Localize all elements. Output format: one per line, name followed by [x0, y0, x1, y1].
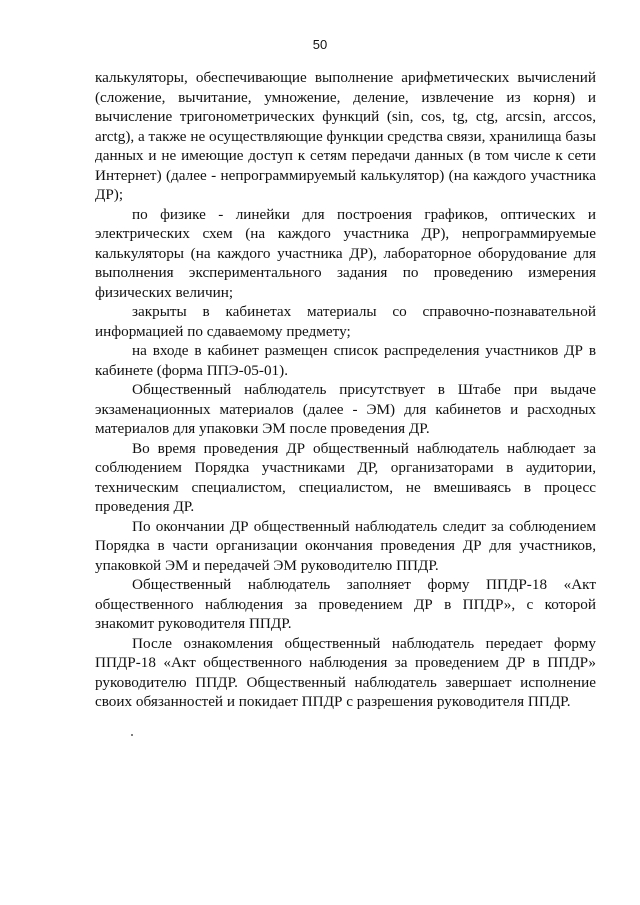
- paragraph-observer-after-exam: По окончании ДР общественный наблюдатель следит за соблюдением Порядка в части организации окончания проведения ДР для участников, упаковкой ЭМ и передачей ЭМ руководителю ППДР.: [95, 517, 596, 574]
- document-body: [95, 68, 596, 712]
- scan-speck: [131, 734, 133, 736]
- paragraph-physics-equipment: по физике - линейки для построения графиков, оптических и электрических схем (на каждого участника ДР), непрограммируемые калькуляторы (на каждого участника ДР), лабораторное оборудование для выполнения экспериментального задания по проведению измерения физических величин;: [95, 205, 596, 301]
- page-number: 50: [312, 37, 328, 52]
- paragraph-calculators: калькуляторы, обеспечивающие выполнение арифметических вычислений (сложение, вычитание, умножение, деление, извлечение из корня) и вычисление тригонометрических функций (sin, cos, tg, ctg, arcsin, arccos, arctg), а также не осуществляющие функции средства связи, хранилища базы данных и не имеющие доступ к сетям передачи данных (в том числе к сети Интернет) (далее - непрограммируемый калькулятор) (на каждого участника ДР);: [95, 69, 596, 203]
- paragraph-participant-list: на входе в кабинет размещен список распределения участников ДР в кабинете (форма ППЭ-05-01).: [95, 342, 596, 379]
- paragraph-observer-completion: После ознакомления общественный наблюдатель передает форму ППДР-18 «Акт общественного наблюдения за проведением ДР в ППДР» руководителю ППДР. Общественный наблюдатель завершает исполнение своих обязанностей и покидает ППДР с разрешения руководителя ППДР.: [95, 634, 596, 710]
- paragraph-observer-headquarters: Общественный наблюдатель присутствует в Штабе при выдаче экзаменационных материалов (далее - ЭМ) для кабинетов и расходных материалов для упаковки ЭМ после проведения ДР.: [95, 381, 596, 437]
- paragraph-observer-form: Общественный наблюдатель заполняет форму ППДР-18 «Акт общественного наблюдения за проведением ДР в ППДР», с которой знакомит руководителя ППДР.: [95, 576, 596, 632]
- paragraph-reference-materials: закрыты в кабинетах материалы со справочно-познавательной информацией по сдаваемому предмету;: [95, 303, 596, 340]
- paragraph-observer-during-exam: Во время проведения ДР общественный наблюдатель наблюдает за соблюдением Порядка участниками ДР, организаторами в аудитории, техническим специалистом, специалистом, не вмешиваясь в процесс проведения ДР.: [95, 439, 596, 515]
